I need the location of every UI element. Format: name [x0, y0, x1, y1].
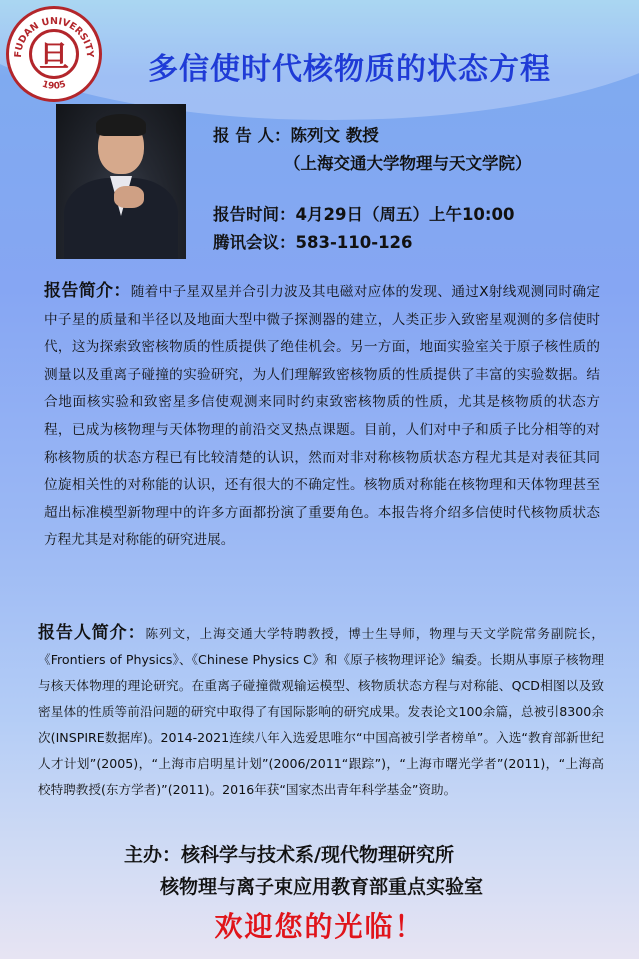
host-label: 主办：	[124, 844, 182, 866]
university-logo	[6, 6, 102, 102]
logo-year: 1905	[40, 79, 68, 92]
meeting-line	[213, 229, 413, 253]
abstract-label: 报告简介：	[44, 281, 131, 301]
time-value: 4月29日（周五）上午10:00	[295, 205, 515, 224]
host-org-1: 核科学与技术系/现代物理研究所	[181, 844, 454, 866]
time-line	[213, 201, 514, 225]
meeting-label: 腾讯会议：	[213, 233, 296, 252]
logo-seal-char: 旦	[39, 40, 69, 75]
bio-section	[38, 620, 604, 803]
speaker-line	[213, 122, 379, 146]
time-label: 报告时间：	[213, 205, 296, 224]
bio-label: 报告人简介：	[38, 623, 146, 643]
speaker-label: 报 告 人：	[213, 126, 291, 145]
meeting-id: 583-110-126	[295, 233, 413, 252]
logo-university-text: FUDAN UNIVERSITY	[12, 15, 96, 58]
speaker-name: 陈列文 教授	[290, 126, 379, 145]
welcome-message: 欢迎您的光临！	[214, 910, 425, 943]
logo-seal	[29, 29, 79, 79]
abstract-section	[44, 278, 600, 555]
abstract-text: 随着中子星双星并合引力波及其电磁对应体的发现、通过X射线观测同时确定中子星的质量和半径以及地面大型中微子探测器的建立，人类正步入致密星观测的多信使时代，这为探索致密核物质的性质提供了绝佳机会。另一方面，地面实验室关于原子核性质的测量以及重离子碰撞的实验研究，为人们理解致密核物质的性质提供了丰富的实验数据。结合地面核实验和致密星多信使观测来同时约束致密核物质的性质，尤其是核物质的状态方程，已成为核物理与天体物理的前沿交叉热点课题。目前，人们对中子和质子比分相等的对称核物质的状态方程已有比较清楚的认识，然而对非对称核物质状态方程尤其是对表征其同位旋相关性的对称能的认识，还有很大的不确定性。核物质对称能在核物理和天体物理甚至超出标准模型新物理中的许多方面都扮演了重要角色。本报告将介绍多信使时代核物质状态方程尤其是对称能的研究进展。	[44, 284, 601, 549]
bio-text: 陈列文，上海交通大学特聘教授，博士生导师，物理与天文学院常务副院长，《Frontiers of Physics》、《Chinese Physics C》和《原子核物理评论》编委。长期从事原子核物理与核天体物理的理论研究。在重离子碰撞微观输运模型、核物质状态方程与对称能、QCD相图以及致密星体的性质等前沿问题的研究中取得了有国际影响的研究成果。发表论文100余篇，总被引8300余次(INSPIRE数据库)。2014-2021连续八年入选爱思唯尔“中国高被引学者榜单”。入选“教育部新世纪人才计划”(2005)，“上海市启明星计划”(2006/2011“跟踪”)，“上海市曙光学者”(2011)，“上海高校特聘教授(东方学者)”(2011)。2016年获“国家杰出青年科学基金”资助。	[38, 626, 605, 797]
svg-text:1905	[41, 80, 67, 92]
speaker-affiliation: （上海交通大学物理与天文学院）	[284, 154, 532, 173]
speaker-photo	[56, 104, 186, 259]
host-org-2: 核物理与离子束应用教育部重点实验室	[160, 876, 484, 898]
page-title: 多信使时代核物质的状态方程	[148, 52, 551, 87]
host-line-1	[124, 840, 454, 867]
